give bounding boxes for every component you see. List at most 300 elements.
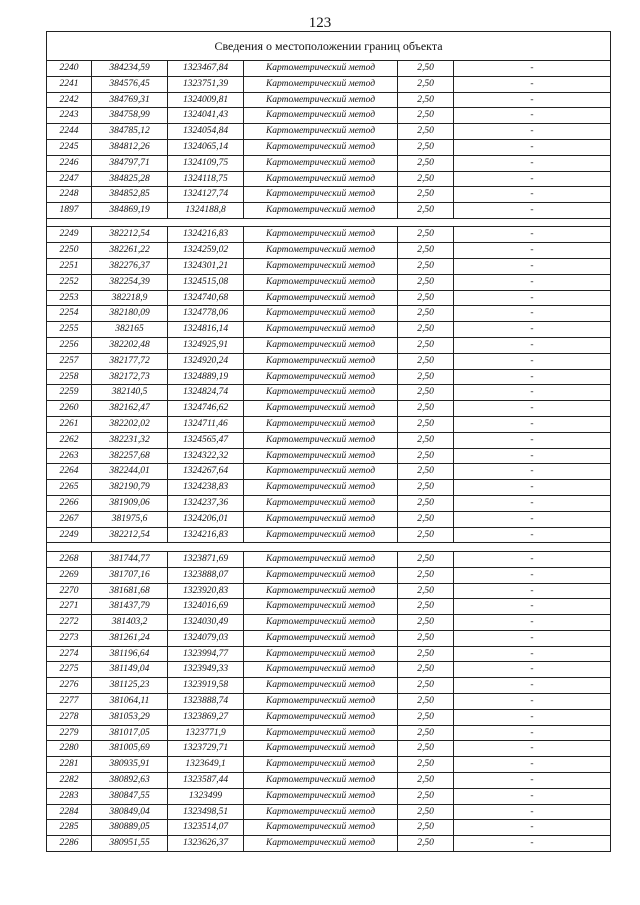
method-cell: Картометрический метод [244,480,398,496]
accuracy-cell: 2,50 [398,274,454,290]
y-coordinate-cell: 1323729,71 [168,741,244,757]
method-cell: Картометрический метод [244,773,398,789]
y-coordinate-cell: 1324127,74 [168,187,244,203]
description-cell: - [454,678,611,694]
point-number-cell: 2285 [47,820,92,836]
point-number-cell: 2275 [47,662,92,678]
y-coordinate-cell: 1324188,8 [168,203,244,219]
method-cell: Картометрический метод [244,76,398,92]
point-number-cell: 2276 [47,678,92,694]
point-number-cell: 2259 [47,385,92,401]
method-cell: Картометрический метод [244,583,398,599]
method-cell: Картометрический метод [244,417,398,433]
x-coordinate-cell: 380849,04 [92,804,168,820]
table-row [47,464,611,480]
y-coordinate-cell: 1324065,14 [168,139,244,155]
description-cell: - [454,630,611,646]
description-cell: - [454,385,611,401]
x-coordinate-cell: 381005,69 [92,741,168,757]
x-coordinate-cell: 382212,54 [92,227,168,243]
table-row [47,92,611,108]
method-cell: Картометрический метод [244,290,398,306]
method-cell: Картометрический метод [244,599,398,615]
point-number-cell: 2280 [47,741,92,757]
point-number-cell: 2248 [47,187,92,203]
x-coordinate-cell: 381681,68 [92,583,168,599]
y-coordinate-cell: 1323498,51 [168,804,244,820]
table-row [47,274,611,290]
method-cell: Картометрический метод [244,709,398,725]
table-row [47,187,611,203]
description-cell: - [454,567,611,583]
accuracy-cell: 2,50 [398,369,454,385]
table-row [47,432,611,448]
accuracy-cell: 2,50 [398,203,454,219]
point-number-cell: 2278 [47,709,92,725]
description-cell: - [454,757,611,773]
boundary-coordinates-table [46,31,611,852]
method-cell: Картометрический метод [244,124,398,140]
method-cell: Картометрический метод [244,171,398,187]
y-coordinate-cell: 1324259,02 [168,243,244,259]
method-cell: Картометрический метод [244,259,398,275]
description-cell: - [454,417,611,433]
method-cell: Картометрический метод [244,678,398,694]
y-coordinate-cell: 1324079,03 [168,630,244,646]
x-coordinate-cell: 382202,02 [92,417,168,433]
description-cell: - [454,259,611,275]
point-number-cell: 2246 [47,155,92,171]
x-coordinate-cell: 381149,04 [92,662,168,678]
x-coordinate-cell: 381975,6 [92,511,168,527]
table-row [47,646,611,662]
method-cell: Картометрический метод [244,448,398,464]
point-number-cell: 2247 [47,171,92,187]
accuracy-cell: 2,50 [398,630,454,646]
point-number-cell: 2249 [47,227,92,243]
y-coordinate-cell: 1324824,74 [168,385,244,401]
x-coordinate-cell: 381017,05 [92,725,168,741]
description-cell: - [454,662,611,678]
accuracy-cell: 2,50 [398,187,454,203]
point-number-cell: 2256 [47,338,92,354]
x-coordinate-cell: 380889,05 [92,820,168,836]
y-coordinate-cell: 1323871,69 [168,551,244,567]
x-coordinate-cell: 384797,71 [92,155,168,171]
table-row [47,773,611,789]
x-coordinate-cell: 384825,28 [92,171,168,187]
table-row [47,61,611,77]
table-row [47,551,611,567]
accuracy-cell: 2,50 [398,124,454,140]
method-cell: Картометрический метод [244,804,398,820]
table-row [47,694,611,710]
x-coordinate-cell: 382202,48 [92,338,168,354]
y-coordinate-cell: 1323949,33 [168,662,244,678]
method-cell: Картометрический метод [244,306,398,322]
y-coordinate-cell: 1324267,64 [168,464,244,480]
x-coordinate-cell: 382172,73 [92,369,168,385]
point-number-cell: 2244 [47,124,92,140]
table-row [47,108,611,124]
accuracy-cell: 2,50 [398,338,454,354]
x-coordinate-cell: 382162,47 [92,401,168,417]
x-coordinate-cell: 382177,72 [92,353,168,369]
description-cell: - [454,496,611,512]
accuracy-cell: 2,50 [398,836,454,852]
accuracy-cell: 2,50 [398,155,454,171]
table-body [47,32,611,852]
point-number-cell: 2245 [47,139,92,155]
point-number-cell: 2274 [47,646,92,662]
y-coordinate-cell: 1323888,07 [168,567,244,583]
x-coordinate-cell: 382218,9 [92,290,168,306]
method-cell: Картометрический метод [244,227,398,243]
x-coordinate-cell: 382231,32 [92,432,168,448]
point-number-cell: 2261 [47,417,92,433]
section-separator-row [47,218,611,227]
y-coordinate-cell: 1324322,32 [168,448,244,464]
method-cell: Картометрический метод [244,464,398,480]
description-cell: - [454,527,611,543]
x-coordinate-cell: 380847,55 [92,788,168,804]
accuracy-cell: 2,50 [398,788,454,804]
description-cell: - [454,61,611,77]
accuracy-cell: 2,50 [398,583,454,599]
x-coordinate-cell: 381125,23 [92,678,168,694]
method-cell: Картометрический метод [244,820,398,836]
accuracy-cell: 2,50 [398,290,454,306]
point-number-cell: 2251 [47,259,92,275]
table-row [47,788,611,804]
point-number-cell: 2286 [47,836,92,852]
accuracy-cell: 2,50 [398,662,454,678]
y-coordinate-cell: 1324041,43 [168,108,244,124]
point-number-cell: 2253 [47,290,92,306]
y-coordinate-cell: 1324746,62 [168,401,244,417]
y-coordinate-cell: 1323869,27 [168,709,244,725]
method-cell: Картометрический метод [244,725,398,741]
table-row [47,804,611,820]
accuracy-cell: 2,50 [398,615,454,631]
point-number-cell: 2258 [47,369,92,385]
x-coordinate-cell: 382257,68 [92,448,168,464]
accuracy-cell: 2,50 [398,432,454,448]
method-cell: Картометрический метод [244,274,398,290]
x-coordinate-cell: 384576,45 [92,76,168,92]
y-coordinate-cell: 1324816,14 [168,322,244,338]
point-number-cell: 2272 [47,615,92,631]
point-number-cell: 2267 [47,511,92,527]
section-separator-row [47,543,611,552]
table-row [47,322,611,338]
accuracy-cell: 2,50 [398,567,454,583]
method-cell: Картометрический метод [244,338,398,354]
method-cell: Картометрический метод [244,551,398,567]
accuracy-cell: 2,50 [398,820,454,836]
table-row [47,678,611,694]
point-number-cell: 2268 [47,551,92,567]
table-row [47,385,611,401]
accuracy-cell: 2,50 [398,599,454,615]
x-coordinate-cell: 384758,99 [92,108,168,124]
point-number-cell: 2283 [47,788,92,804]
table-row [47,480,611,496]
point-number-cell: 2242 [47,92,92,108]
x-coordinate-cell: 381064,11 [92,694,168,710]
description-cell: - [454,725,611,741]
y-coordinate-cell: 1324515,08 [168,274,244,290]
method-cell: Картометрический метод [244,567,398,583]
description-cell: - [454,511,611,527]
point-number-cell: 2279 [47,725,92,741]
table-row [47,615,611,631]
accuracy-cell: 2,50 [398,353,454,369]
method-cell: Картометрический метод [244,630,398,646]
table-row [47,496,611,512]
x-coordinate-cell: 384785,12 [92,124,168,140]
accuracy-cell: 2,50 [398,480,454,496]
point-number-cell: 2266 [47,496,92,512]
x-coordinate-cell: 382212,54 [92,527,168,543]
accuracy-cell: 2,50 [398,709,454,725]
method-cell: Картометрический метод [244,385,398,401]
accuracy-cell: 2,50 [398,259,454,275]
y-coordinate-cell: 1324925,91 [168,338,244,354]
y-coordinate-cell: 1323499 [168,788,244,804]
accuracy-cell: 2,50 [398,227,454,243]
point-number-cell: 2262 [47,432,92,448]
accuracy-cell: 2,50 [398,527,454,543]
y-coordinate-cell: 1324301,21 [168,259,244,275]
accuracy-cell: 2,50 [398,108,454,124]
method-cell: Картометрический метод [244,108,398,124]
y-coordinate-cell: 1323649,1 [168,757,244,773]
x-coordinate-cell: 381744,77 [92,551,168,567]
x-coordinate-cell: 382180,09 [92,306,168,322]
x-coordinate-cell: 382261,22 [92,243,168,259]
point-number-cell: 2271 [47,599,92,615]
description-cell: - [454,836,611,852]
point-number-cell: 2243 [47,108,92,124]
table-row [47,725,611,741]
method-cell: Картометрический метод [244,646,398,662]
table-row [47,203,611,219]
x-coordinate-cell: 384852,85 [92,187,168,203]
method-cell: Картометрический метод [244,432,398,448]
method-cell: Картометрический метод [244,61,398,77]
table-row [47,599,611,615]
table-row [47,741,611,757]
description-cell: - [454,788,611,804]
table-row [47,820,611,836]
description-cell: - [454,551,611,567]
y-coordinate-cell: 1323919,58 [168,678,244,694]
x-coordinate-cell: 384234,59 [92,61,168,77]
table-row [47,511,611,527]
accuracy-cell: 2,50 [398,139,454,155]
x-coordinate-cell: 384769,31 [92,92,168,108]
table-row [47,155,611,171]
x-coordinate-cell: 382140,5 [92,385,168,401]
table-row [47,139,611,155]
description-cell: - [454,92,611,108]
description-cell: - [454,464,611,480]
y-coordinate-cell: 1324206,01 [168,511,244,527]
accuracy-cell: 2,50 [398,171,454,187]
accuracy-cell: 2,50 [398,773,454,789]
description-cell: - [454,583,611,599]
y-coordinate-cell: 1324118,75 [168,171,244,187]
y-coordinate-cell: 1323771,9 [168,725,244,741]
point-number-cell: 2263 [47,448,92,464]
y-coordinate-cell: 1324109,75 [168,155,244,171]
method-cell: Картометрический метод [244,155,398,171]
page-number: 123 [308,15,332,31]
accuracy-cell: 2,50 [398,741,454,757]
point-number-cell: 2264 [47,464,92,480]
y-coordinate-cell: 1324009,81 [168,92,244,108]
point-number-cell: 2270 [47,583,92,599]
y-coordinate-cell: 1323888,74 [168,694,244,710]
accuracy-cell: 2,50 [398,496,454,512]
x-coordinate-cell: 382190,79 [92,480,168,496]
point-number-cell: 2260 [47,401,92,417]
description-cell: - [454,203,611,219]
y-coordinate-cell: 1324711,46 [168,417,244,433]
method-cell: Картометрический метод [244,662,398,678]
method-cell: Картометрический метод [244,187,398,203]
y-coordinate-cell: 1324216,83 [168,227,244,243]
description-cell: - [454,353,611,369]
y-coordinate-cell: 1324920,24 [168,353,244,369]
table-row [47,448,611,464]
description-cell: - [454,322,611,338]
table-row [47,306,611,322]
accuracy-cell: 2,50 [398,417,454,433]
description-cell: - [454,741,611,757]
y-coordinate-cell: 1324238,83 [168,480,244,496]
description-cell: - [454,76,611,92]
point-number-cell: 2277 [47,694,92,710]
method-cell: Картометрический метод [244,694,398,710]
method-cell: Картометрический метод [244,511,398,527]
x-coordinate-cell: 381196,64 [92,646,168,662]
y-coordinate-cell: 1323467,84 [168,61,244,77]
y-coordinate-cell: 1324778,06 [168,306,244,322]
table-header-row [47,32,611,61]
table-title: Сведения о местоположении границ объекта [47,32,611,61]
y-coordinate-cell: 1323920,83 [168,583,244,599]
x-coordinate-cell: 381053,29 [92,709,168,725]
point-number-cell: 2265 [47,480,92,496]
accuracy-cell: 2,50 [398,551,454,567]
table-row [47,709,611,725]
table-row [47,338,611,354]
method-cell: Картометрический метод [244,615,398,631]
y-coordinate-cell: 1324216,83 [168,527,244,543]
x-coordinate-cell: 380892,63 [92,773,168,789]
x-coordinate-cell: 382165 [92,322,168,338]
point-number-cell: 2284 [47,804,92,820]
method-cell: Картометрический метод [244,788,398,804]
description-cell: - [454,401,611,417]
description-cell: - [454,709,611,725]
y-coordinate-cell: 1323994,77 [168,646,244,662]
y-coordinate-cell: 1324237,36 [168,496,244,512]
table-row [47,417,611,433]
point-number-cell: 2281 [47,757,92,773]
y-coordinate-cell: 1324030,49 [168,615,244,631]
description-cell: - [454,108,611,124]
table-row [47,76,611,92]
description-cell: - [454,432,611,448]
accuracy-cell: 2,50 [398,757,454,773]
x-coordinate-cell: 381261,24 [92,630,168,646]
y-coordinate-cell: 1323587,44 [168,773,244,789]
accuracy-cell: 2,50 [398,694,454,710]
point-number-cell: 2282 [47,773,92,789]
accuracy-cell: 2,50 [398,401,454,417]
accuracy-cell: 2,50 [398,804,454,820]
description-cell: - [454,448,611,464]
method-cell: Картометрический метод [244,401,398,417]
table-row [47,124,611,140]
table-row [47,227,611,243]
description-cell: - [454,290,611,306]
description-cell: - [454,274,611,290]
table-row [47,401,611,417]
description-cell: - [454,773,611,789]
accuracy-cell: 2,50 [398,678,454,694]
section-separator-cell [47,218,611,227]
x-coordinate-cell: 384812,26 [92,139,168,155]
method-cell: Картометрический метод [244,369,398,385]
method-cell: Картометрический метод [244,139,398,155]
accuracy-cell: 2,50 [398,322,454,338]
method-cell: Картометрический метод [244,836,398,852]
y-coordinate-cell: 1323626,37 [168,836,244,852]
point-number-cell: 2241 [47,76,92,92]
description-cell: - [454,306,611,322]
method-cell: Картометрический метод [244,741,398,757]
accuracy-cell: 2,50 [398,61,454,77]
table-row [47,836,611,852]
description-cell: - [454,338,611,354]
point-number-cell: 2255 [47,322,92,338]
x-coordinate-cell: 380951,55 [92,836,168,852]
method-cell: Картометрический метод [244,203,398,219]
table-row [47,369,611,385]
point-number-cell: 2250 [47,243,92,259]
accuracy-cell: 2,50 [398,92,454,108]
table-row [47,290,611,306]
description-cell: - [454,124,611,140]
table-row [47,243,611,259]
method-cell: Картометрический метод [244,322,398,338]
point-number-cell: 2240 [47,61,92,77]
description-cell: - [454,820,611,836]
y-coordinate-cell: 1323751,39 [168,76,244,92]
description-cell: - [454,227,611,243]
point-number-cell: 2273 [47,630,92,646]
point-number-cell: 2254 [47,306,92,322]
table-row [47,662,611,678]
method-cell: Картометрический метод [244,92,398,108]
point-number-cell: 2269 [47,567,92,583]
x-coordinate-cell: 382244,01 [92,464,168,480]
table-row [47,757,611,773]
